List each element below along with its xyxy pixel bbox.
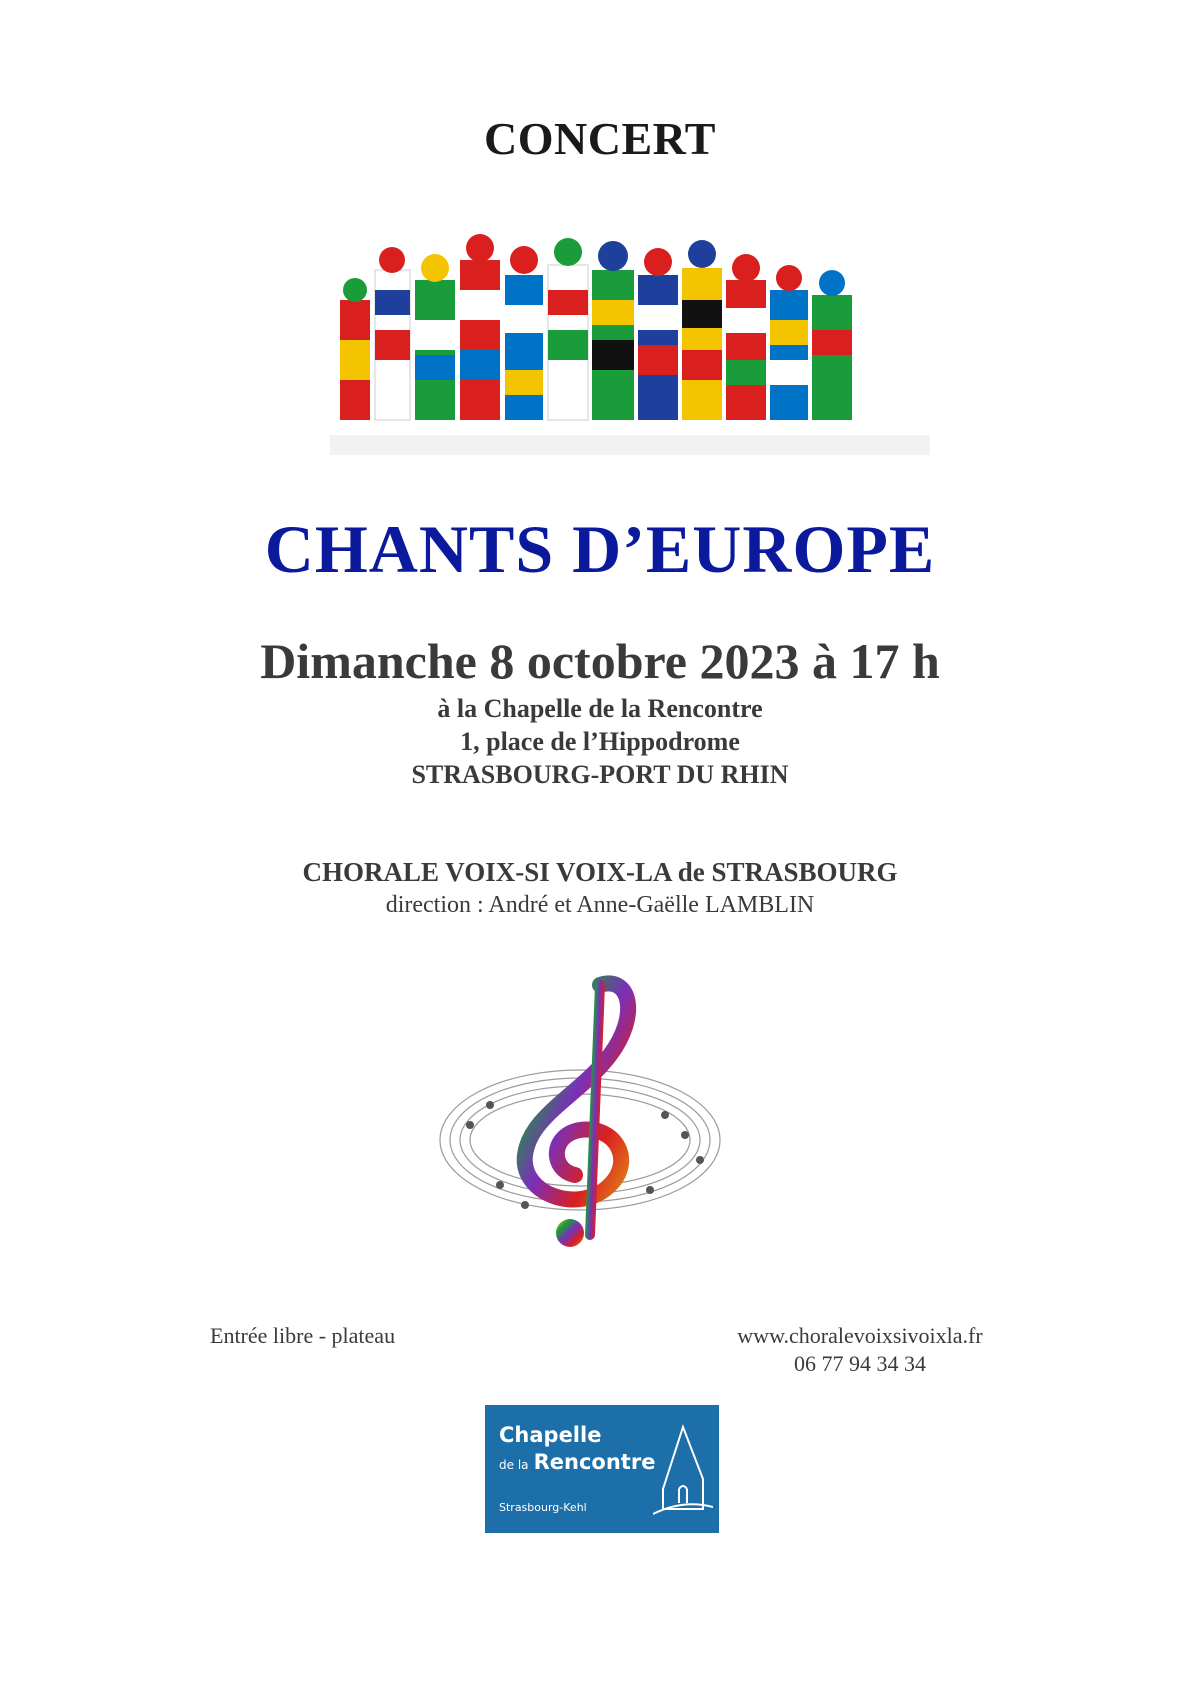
event-date-time: Dimanche 8 octobre 2023 à 17 h <box>260 633 940 689</box>
logo-line-chapelle: Chapelle <box>499 1423 602 1447</box>
venue-city: STRASBOURG-PORT DU RHIN <box>411 760 789 789</box>
venue-address: 1, place de l’Hippodrome <box>460 727 740 756</box>
website-link[interactable]: www.choralevoixsivoixla.fr <box>737 1323 983 1348</box>
chapelle-rencontre-logo <box>485 1405 719 1533</box>
treble-clef-illustration <box>430 965 740 1265</box>
choir-direction: direction : André et Anne-Gaëlle LAMBLIN <box>385 892 815 918</box>
people-flags-illustration <box>330 180 930 480</box>
concert-heading: CONCERT <box>484 113 716 164</box>
entry-info: Entrée libre - plateau <box>210 1323 396 1348</box>
choir-name: CHORALE VOIX-SI VOIX-LA de STRASBOURG <box>302 857 898 887</box>
concert-title: CHANTS D’EUROPE <box>264 511 936 587</box>
logo-de-la: de la <box>499 1458 529 1472</box>
chapel-outline-icon <box>653 1419 713 1519</box>
logo-line-strasbourg-kehl: Strasbourg-Kehl <box>499 1501 587 1514</box>
venue-name: à la Chapelle de la Rencontre <box>437 694 763 723</box>
logo-rencontre: Rencontre <box>533 1450 656 1474</box>
logo-line-rencontre <box>499 1450 655 1474</box>
phone-number: 06 77 94 34 34 <box>794 1351 926 1376</box>
